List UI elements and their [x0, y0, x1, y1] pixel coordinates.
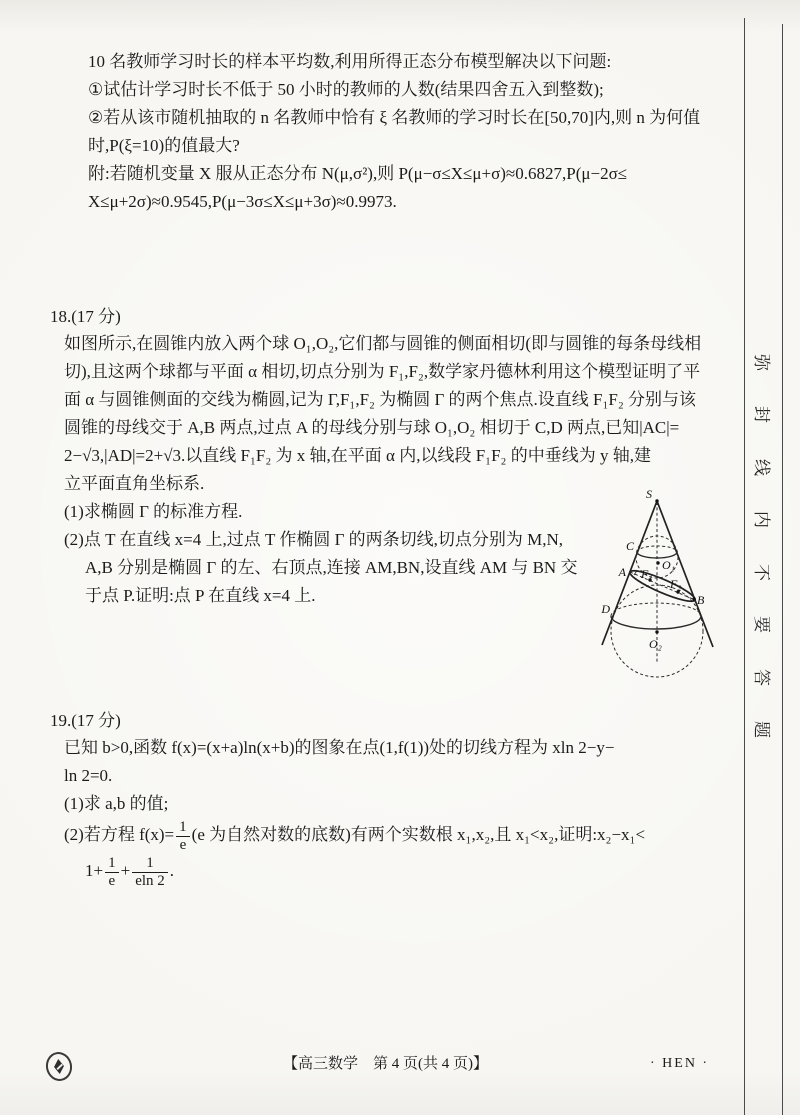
seal-char: 题	[752, 720, 771, 738]
figure-label-s: S	[646, 487, 652, 501]
text-line: 附:若随机变量 X 服从正态分布 N(μ,σ²),则 P(μ−σ≤X≤μ+σ)≈0.6827,P(μ−2σ≤	[88, 164, 628, 183]
seal-char: 弥	[752, 354, 771, 371]
text-line: ln 2=0.	[64, 766, 113, 785]
problem-19-number: 19.(17 分)	[50, 711, 121, 730]
seal-char: 要	[752, 616, 771, 634]
seal-char: 线	[752, 458, 771, 476]
text-line: (1)求 a,b 的值;	[64, 794, 169, 813]
point-s	[655, 499, 658, 502]
point-o1	[656, 561, 659, 564]
text-line: 于点 P.证明:点 P 在直线 x=4 上.	[85, 586, 316, 605]
large-tangent-circle-back	[611, 603, 701, 616]
publisher-logo	[43, 1050, 74, 1084]
publisher-logo-diamond-icon	[53, 1059, 65, 1075]
seal-line-outer	[782, 24, 783, 1115]
problem-18-number: 18.(17 分)	[50, 307, 121, 326]
text-line: 如图所示,在圆锥内放入两个球 O₁,O₂,它们都与圆锥的侧面相切(即与圆锥的每条母线相	[64, 334, 702, 353]
footer-page-label: 【高三数学 第 4 页(共 4 页)】	[283, 1056, 488, 1072]
seal-char: 内	[752, 511, 771, 529]
text-line: A,B 分别是椭圆 Γ 的左、右顶点,连接 AM,BN,设直线 AM 与 BN 交	[85, 558, 578, 577]
text-line: 10 名教师学习时长的样本平均数,利用所得正态分布模型解决以下问题:	[88, 52, 612, 71]
figure-label-c: C	[625, 539, 634, 553]
fraction: $\frac{1}{e}$	[176, 819, 190, 853]
problem-17-continuation	[88, 48, 700, 216]
large-tangent-circle-front	[611, 616, 701, 629]
text-line: 面 α 与圆锥侧面的交线为椭圆,记为 Γ,F₁,F₂ 为椭圆 Γ 的两个焦点.设直线 F₁F₂ 分别与该	[64, 390, 697, 409]
figure-label-f2: F₂	[670, 577, 682, 591]
text-line: 切),且这两个球都与平面 α 相切,切点分别为 F₁,F₂,数学家丹德林利用这个模型证明了平	[64, 362, 701, 381]
text-line: (2)若方程 f(x)= $\frac{1}{e}$ (e 为自然对数的底数)有两个实数根 x₁,x₂,且 x₁<x₂,证明:x₂−x₁<	[64, 819, 646, 853]
figure-label-f1: F₁	[641, 567, 653, 581]
figure-label-o2: O₂	[649, 637, 662, 651]
cone-right-generatrix	[657, 501, 713, 647]
figure-label-a: A	[618, 565, 626, 579]
text-line: 1+ $\frac{1}{e}$ + $\frac{1}{eln 2}$ .	[85, 855, 175, 889]
footer-region-label: · HEN ·	[650, 1056, 710, 1071]
seal-char: 答	[752, 668, 771, 686]
fraction: $\frac{1}{e}$	[105, 855, 119, 889]
text-line: 立平面直角坐标系.	[64, 474, 205, 493]
problem-19-body	[64, 734, 645, 890]
figure-label-d: D	[601, 602, 610, 616]
text-line: 已知 b>0,函数 f(x)=(x+a)ln(x+b)的图象在点(1,f(1))处的切线方程为 xln 2−y−	[64, 738, 615, 757]
text-line: X≤μ+2σ)≈0.9545,P(μ−3σ≤X≤μ+3σ)≈0.9973.	[88, 192, 397, 211]
text-line: ②若从该市随机抽取的 n 名教师中恰有 ξ 名教师的学习时长在[50,70]内,则 n 为何值	[88, 108, 701, 127]
figure-label-o1: O₁	[662, 558, 675, 572]
seal-char: 不	[752, 563, 771, 581]
figure-dandelin-cone	[588, 487, 738, 702]
seal-char: 封	[752, 406, 771, 424]
point-b	[692, 597, 695, 600]
text-line: 2−√3,|AD|=2+√3.以直线 F₁F₂ 为 x 轴,在平面 α 内,以线段 F₁F₂ 的中垂线为 y 轴,建	[64, 446, 651, 465]
seal-notice-text	[745, 350, 782, 742]
text-line: 时,P(ξ=10)的值最大?	[88, 136, 240, 155]
text-line: ①试估计学习时长不低于 50 小时的教师的人数(结果四舍五入到整数);	[88, 80, 604, 99]
figure-label-b: B	[697, 593, 705, 607]
fraction: $\frac{1}{eln 2}$	[132, 855, 168, 889]
text-line: (2)点 T 在直线 x=4 上,过点 T 作椭圆 Γ 的两条切线,切点分别为 M,N,	[64, 530, 564, 549]
text-line: (1)求椭圆 Γ 的标准方程.	[64, 502, 243, 521]
text-line: 圆锥的母线交于 A,B 两点,过点 A 的母线分别与球 O₁,O₂ 相切于 C,D 两点,已知|AC|=	[64, 418, 680, 437]
point-o2	[655, 630, 658, 633]
